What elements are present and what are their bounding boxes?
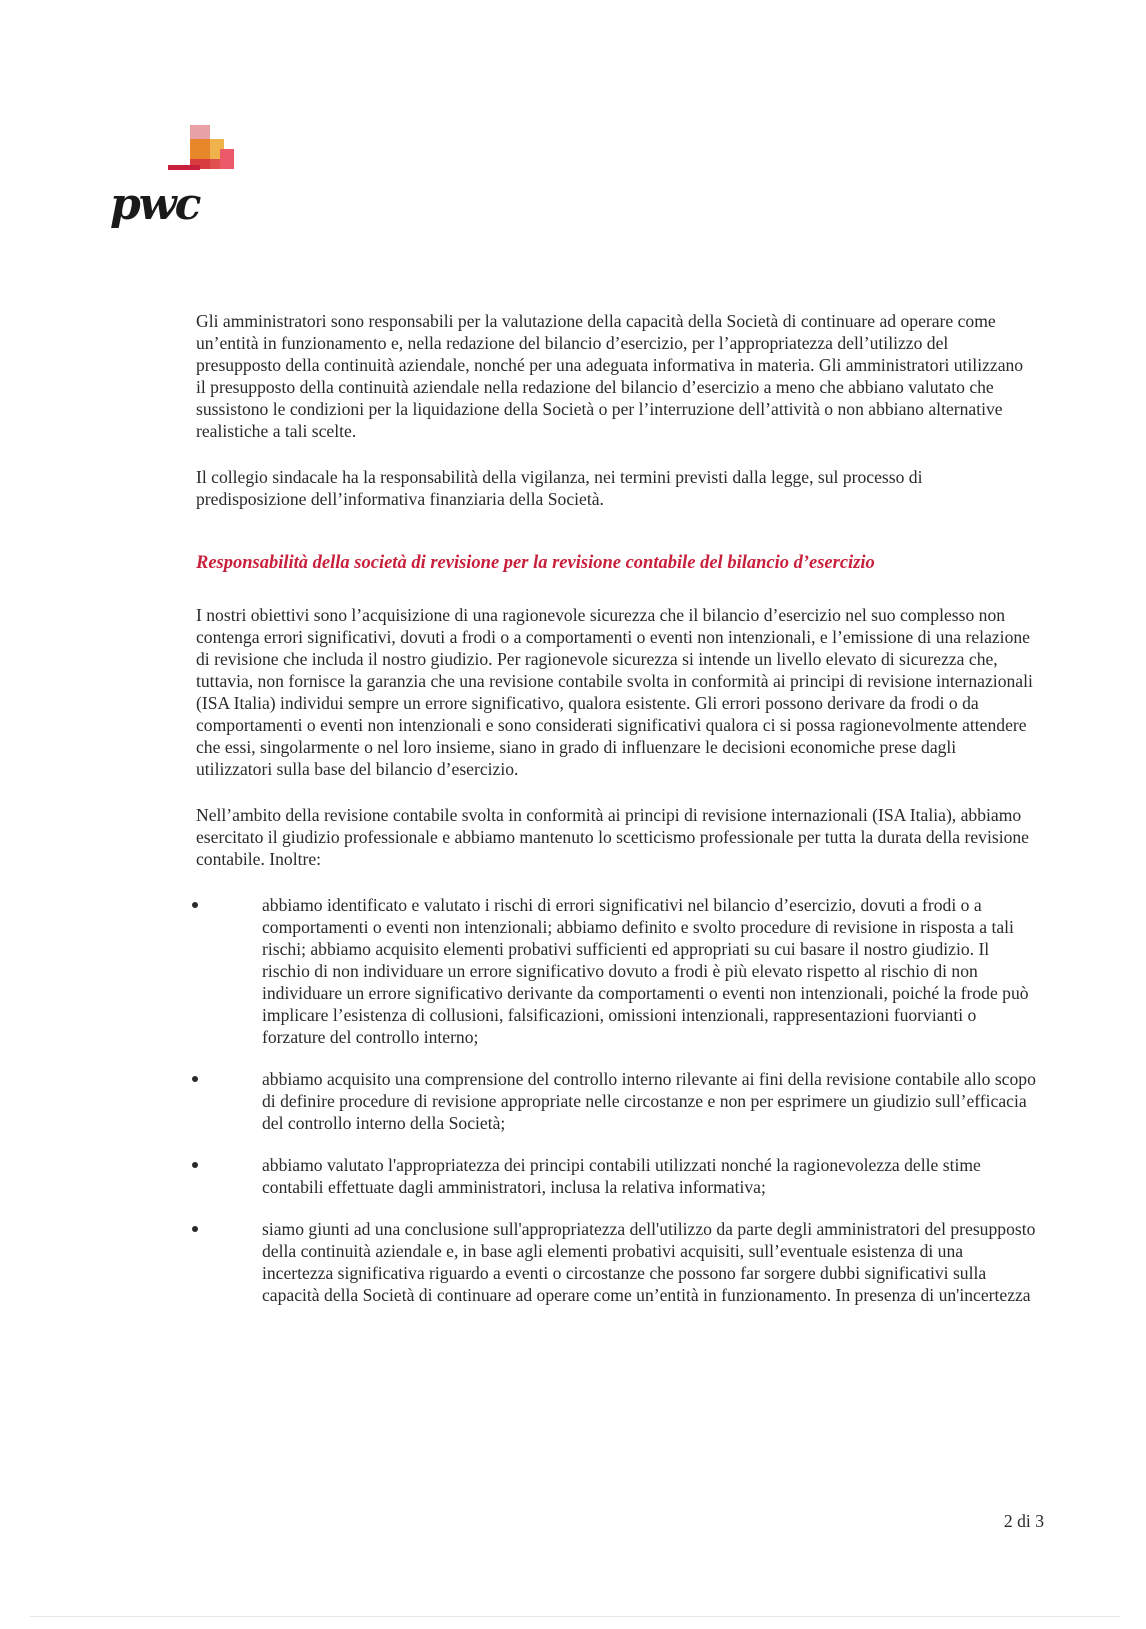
pwc-logo-blocks-icon xyxy=(110,125,250,185)
list-item-text: abbiamo valutato l'appropriatezza dei principi contabili utilizzati nonché la ragionevolezza delle stime contabili effettuate dagli amministratori, inclusa la relativa informativa; xyxy=(262,1155,981,1197)
list-item xyxy=(196,894,1036,1048)
page-number: 2 di 3 xyxy=(1003,1511,1044,1531)
bullet-icon xyxy=(192,1162,198,1168)
paragraph-obiettivi: I nostri obiettivi sono l’acquisizione di una ragionevole sicurezza che il bilancio d’esercizio nel suo complesso non contenga errori significativi, dovuti a frodi o a comportamenti o eventi non intenzionali, e l’emissione di una relazione di revisione che includa il nostro giudizio. Per ragionevole sicurezza si intende un livello elevato di sicurezza che, tuttavia, non fornisce la garanzia che una revisione contabile svolta in conformità ai principi di revisione internazionali (ISA Italia) individui sempre un errore significativo, qualora esistente. Gli errori possono derivare da frodi o da comportamenti o eventi non intenzionali e sono considerati significativi qualora ci si possa ragionevolmente attendere che essi, singolarmente o nel loro insieme, siano in grado di influenzare le decisioni economiche prese dagli utilizzatori sulla base del bilancio d’esercizio. xyxy=(196,605,1033,779)
bullet-icon xyxy=(192,902,198,908)
page-edge-divider xyxy=(30,1616,1120,1617)
document-body xyxy=(196,310,1036,1326)
list-item xyxy=(196,1154,1036,1198)
paragraph-amministratori: Gli amministratori sono responsabili per la valutazione della capacità della Società di continuare ad operare come un’entità in funzionamento e, nella redazione del bilancio d’esercizio, per l’appropriatezza dell’utilizzo del presupposto della continuità aziendale, nonché per una adeguata informativa in materia. Gli amministratori utilizzano il presupposto della continuità aziendale nella redazione del bilancio d’esercizio a meno che abbiano valutato che sussistono le condizioni per la liquidazione della Società o per l’interruzione dell’attività o non abbiano alternative realistiche a tali scelte. xyxy=(196,311,1024,441)
bullet-icon xyxy=(192,1076,198,1082)
pwc-logo-wordmark: pwc xyxy=(110,179,200,230)
procedures-list xyxy=(196,894,1036,1306)
bullet-icon xyxy=(192,1226,198,1232)
list-item-text: siamo giunti ad una conclusione sull'appropriatezza dell'utilizzo da parte degli amministratori del presupposto della continuità aziendale e, in base agli elementi probativi acquisiti, sull’eventuale esistenza di una incertezza significativa riguardo a eventi o circostanze che possono far sorgere dubbi significativi sulla capacità della Società di continuare ad operare come un’entità in funzionamento. In presenza di un'incertezza xyxy=(262,1219,1036,1305)
list-item-text: abbiamo acquisito una comprensione del controllo interno rilevante ai fini della revisione contabile allo scopo di definire procedure di revisione appropriate nelle circostanze e non per esprimere un giudizio sull’efficacia del controllo interno della Società; xyxy=(262,1069,1036,1133)
list-item xyxy=(196,1218,1036,1306)
paragraph-collegio-sindacale: Il collegio sindacale ha la responsabilità della vigilanza, nei termini previsti dalla legge, sul processo di predisposizione dell’informativa finanziaria della Società. xyxy=(196,467,923,509)
section-heading: Responsabilità della società di revisione per la revisione contabile del bilancio d’esercizio xyxy=(196,553,875,573)
pwc-logo xyxy=(110,125,250,235)
list-item-text: abbiamo identificato e valutato i rischi di errori significativi nel bilancio d’esercizio, dovuti a frodi o a comportamenti o eventi non intenzionali; abbiamo definito e svolto procedure di revisione in risposta a tali rischi; abbiamo acquisito elementi probativi sufficienti ed appropriati su cui basare il nostro giudizio. Il rischio di non individuare un errore significativo dovuto a frodi è più elevato rispetto al rischio di non individuare un errore significativo derivante da comportamenti o eventi non intenzionali, poiché la frode può implicare l’esistenza di collusioni, falsificazioni, omissioni intenzionali, rappresentazioni fuorvianti o forzature del controllo interno; xyxy=(262,895,1029,1047)
paragraph-ambito-revisione: Nell’ambito della revisione contabile svolta in conformità ai principi di revisione internazionali (ISA Italia), abbiamo esercitato il giudizio professionale e abbiamo mantenuto lo scetticismo professionale per tutta la durata della revisione contabile. Inoltre: xyxy=(196,805,1029,869)
list-item xyxy=(196,1068,1036,1134)
